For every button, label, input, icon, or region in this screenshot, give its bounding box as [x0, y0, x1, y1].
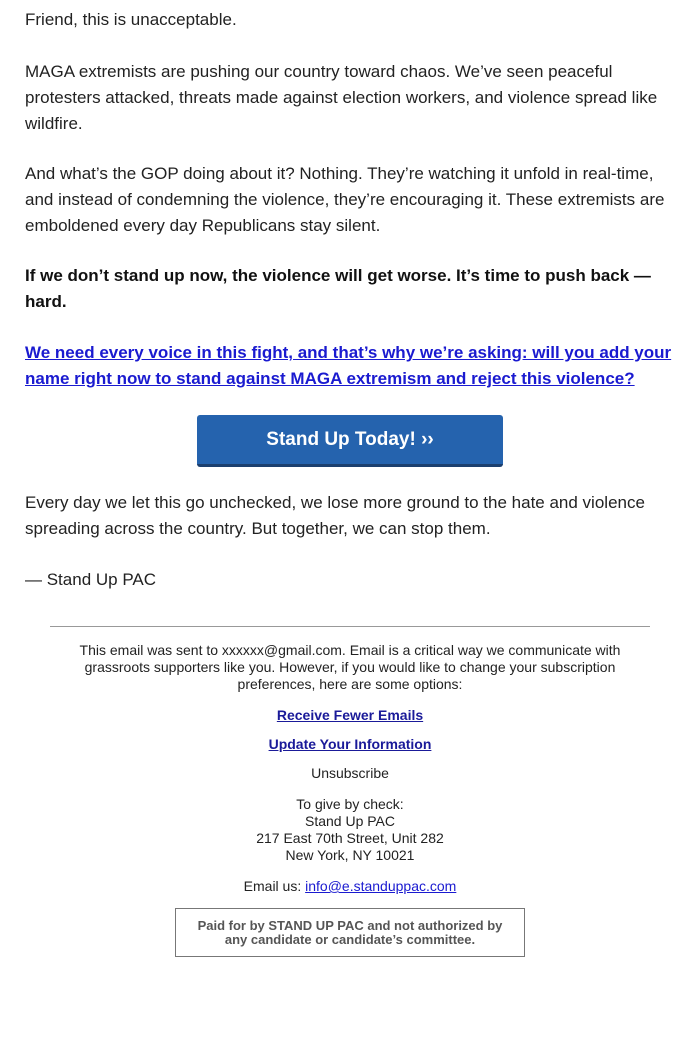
email-us-row: [60, 878, 640, 895]
address-line-1: 217 East 70th Street, Unit 282: [256, 830, 444, 846]
unsubscribe-row: [60, 765, 640, 782]
unsubscribe-link[interactable]: Unsubscribe: [311, 765, 389, 781]
bold-call-to-action: If we don’t stand up now, the violence will get worse. It’s time to push back — hard.: [25, 266, 651, 311]
footer-divider: [50, 626, 650, 627]
paid-for-disclaimer: [175, 908, 525, 957]
stand-up-today-button[interactable]: Stand Up Today! ››: [197, 415, 503, 467]
disclaimer-text: Paid for by STAND UP PAC and not authorized by any candidate or candidate’s committee.: [197, 917, 503, 947]
check-address-block: [60, 796, 640, 864]
check-heading: To give by check:: [296, 796, 404, 812]
receive-fewer-emails-link[interactable]: Receive Fewer Emails: [276, 707, 424, 723]
address-line-2: New York, NY 10021: [285, 847, 415, 863]
paragraph-3: Every day we let this go unchecked, we lose more ground to the hate and violence spreading across the country. But together, we can stop them.: [25, 493, 645, 538]
update-information-link[interactable]: Update Your Information: [268, 736, 432, 752]
contact-email-link[interactable]: info@e.standuppac.com: [305, 878, 457, 894]
email-us-label: Email us:: [243, 878, 302, 894]
greeting: Friend, this is unacceptable.: [25, 10, 237, 29]
petition-link[interactable]: We need every voice in this fight, and that’s why we’re asking: will you add your name right now to stand against MAGA extremism and reject this violence?: [25, 343, 672, 388]
footer-notice: This email was sent to xxxxxx@gmail.com. Email is a critical way we communicate with grassroots supporters like you. However, if you would like to change your subscription preferences, here are some options:: [79, 642, 621, 692]
org-name: Stand Up PAC: [304, 813, 395, 829]
petition-paragraph: [25, 340, 680, 392]
signature: — Stand Up PAC: [25, 570, 157, 589]
paragraph-2: And what’s the GOP doing about it? Nothing. They’re watching it unfold in real-time, and instead of condemning the violence, they’re encouraging it. These extremists are emboldened every day Republicans stay silent.: [25, 164, 665, 235]
update-info-row: [60, 736, 640, 753]
paragraph-1: MAGA extremists are pushing our country toward chaos. We’ve seen peaceful protesters attacked, threats made against election workers, and violence spread like wildfire.: [25, 62, 658, 133]
fewer-emails-row: [60, 707, 640, 724]
